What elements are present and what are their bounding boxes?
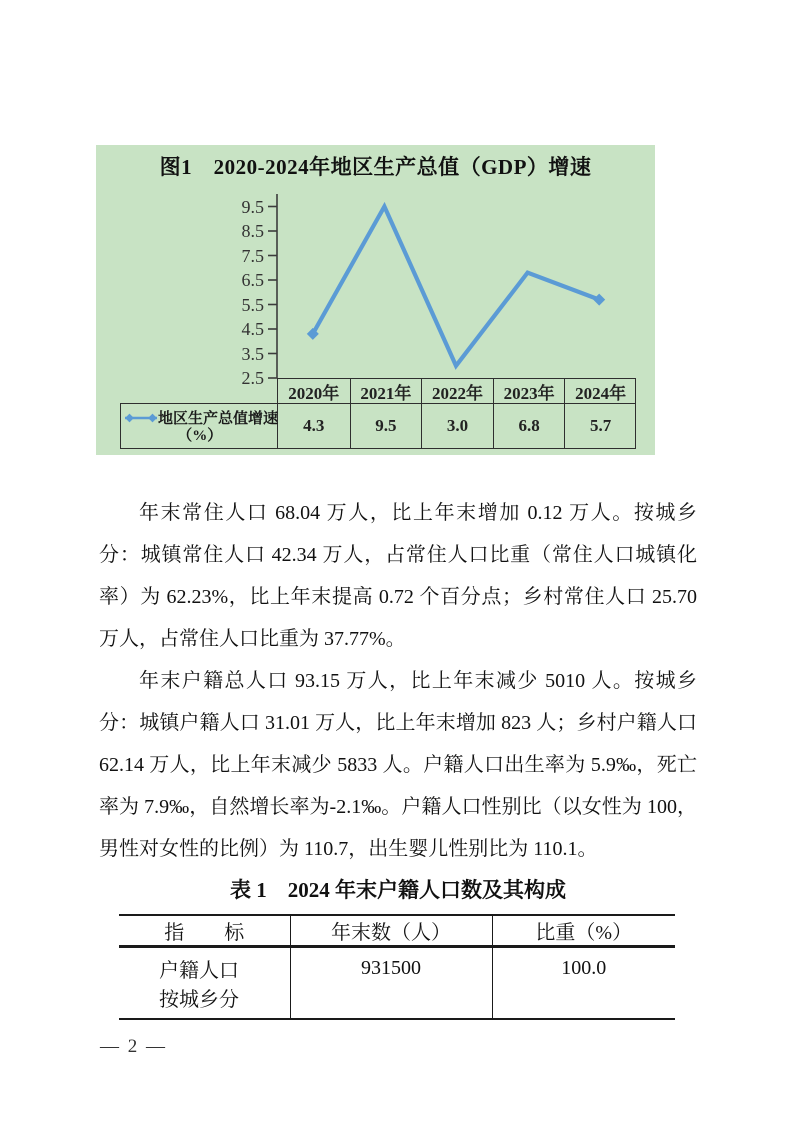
chart-table-value-cell: 3.0 — [421, 404, 493, 448]
chart-table-year-cell: 2021年 — [350, 379, 422, 404]
chart-table-value-cell: 5.7 — [564, 404, 636, 448]
chart-table-year-cell: 2020年 — [278, 379, 350, 404]
chart-table-year-cell: 2024年 — [564, 379, 636, 404]
y-axis-tick-label: 3.5 — [241, 343, 264, 364]
table1-cell-value: 931500 — [290, 947, 492, 984]
page-number: — 2 — — [100, 1036, 167, 1057]
y-axis-tick-label: 9.5 — [241, 196, 264, 217]
gdp-growth-figure — [96, 145, 655, 455]
table1-header-indicator: 指 标 — [119, 915, 290, 947]
chart-legend — [120, 403, 279, 449]
chart-table-year-cell: 2022年 — [421, 379, 493, 404]
legend-label-unit: （%） — [177, 428, 223, 445]
chart-title: 图1 2020-2024年地区生产总值（GDP）增速 — [159, 155, 592, 179]
table1-header-share: 比重（%） — [492, 915, 675, 947]
y-axis-tick-label: 8.5 — [241, 221, 264, 241]
chart-data-table — [277, 378, 636, 449]
table1-cell-indicator: 按城乡分 — [119, 983, 290, 1019]
chart-table-value-row — [278, 404, 635, 448]
chart-table-value-cell: 9.5 — [350, 404, 422, 448]
table-row — [119, 983, 675, 1019]
y-axis-tick-label: 7.5 — [241, 245, 264, 266]
table-row — [119, 947, 675, 984]
table1-header-yearend-count: 年末数（人） — [290, 915, 492, 947]
table1-cell-share: 100.0 — [561, 957, 607, 979]
line-series-icon — [124, 412, 158, 424]
y-axis-tick-label: 4.5 — [241, 319, 264, 339]
page-content — [99, 492, 697, 1020]
chart-table-value-cell: 6.8 — [493, 404, 565, 448]
legend-label: 地区生产总值增速 — [158, 411, 279, 428]
table1-cell-share — [492, 983, 675, 1019]
y-axis-tick-label: 6.5 — [241, 270, 264, 290]
chart-table-year-row — [278, 379, 635, 404]
chart-table-value-cell: 4.3 — [303, 416, 325, 435]
table1-title: 表 1 2024 年末户籍人口数及其构成 — [230, 878, 566, 902]
y-axis-tick-label: 2.5 — [241, 368, 264, 388]
chart-table-year-cell: 2023年 — [493, 379, 565, 404]
legend-line1 — [121, 407, 279, 428]
table1-cell-indicator: 户籍人口 — [119, 947, 290, 984]
paragraph-registered-population: 年末户籍总人口 93.15 万人，比上年末减少 5010 人。按城乡分：城镇户籍人口 31.01 万人，比上年末增加 823 人；乡村户籍人口 62.14 万人，比上年末减少 5833 人。户籍人口出生率为 5.9‰，死亡率为 7.9‰，自然增长率为-2.1‰。户籍人口性别比（以女性为 100，男性对女性的比例）为 110.7，出生婴儿性别比为 110.1。 — [99, 670, 697, 860]
y-axis-tick-label: 5.5 — [241, 294, 264, 315]
paragraph-resident-population: 年末常住人口 68.04 万人，比上年末增加 0.12 万人。按城乡分：城镇常住人口 42.34 万人，占常住人口比重（常住人口城镇化率）为 62.23%，比上年末提高 0.72 个百分点；乡村常住人口 25.70 万人，占常住人口比重为 37.77%。 — [99, 502, 697, 650]
table1-header-row — [119, 915, 675, 947]
table1-registered-population — [119, 914, 675, 1020]
table1-cell-value — [290, 983, 492, 1019]
